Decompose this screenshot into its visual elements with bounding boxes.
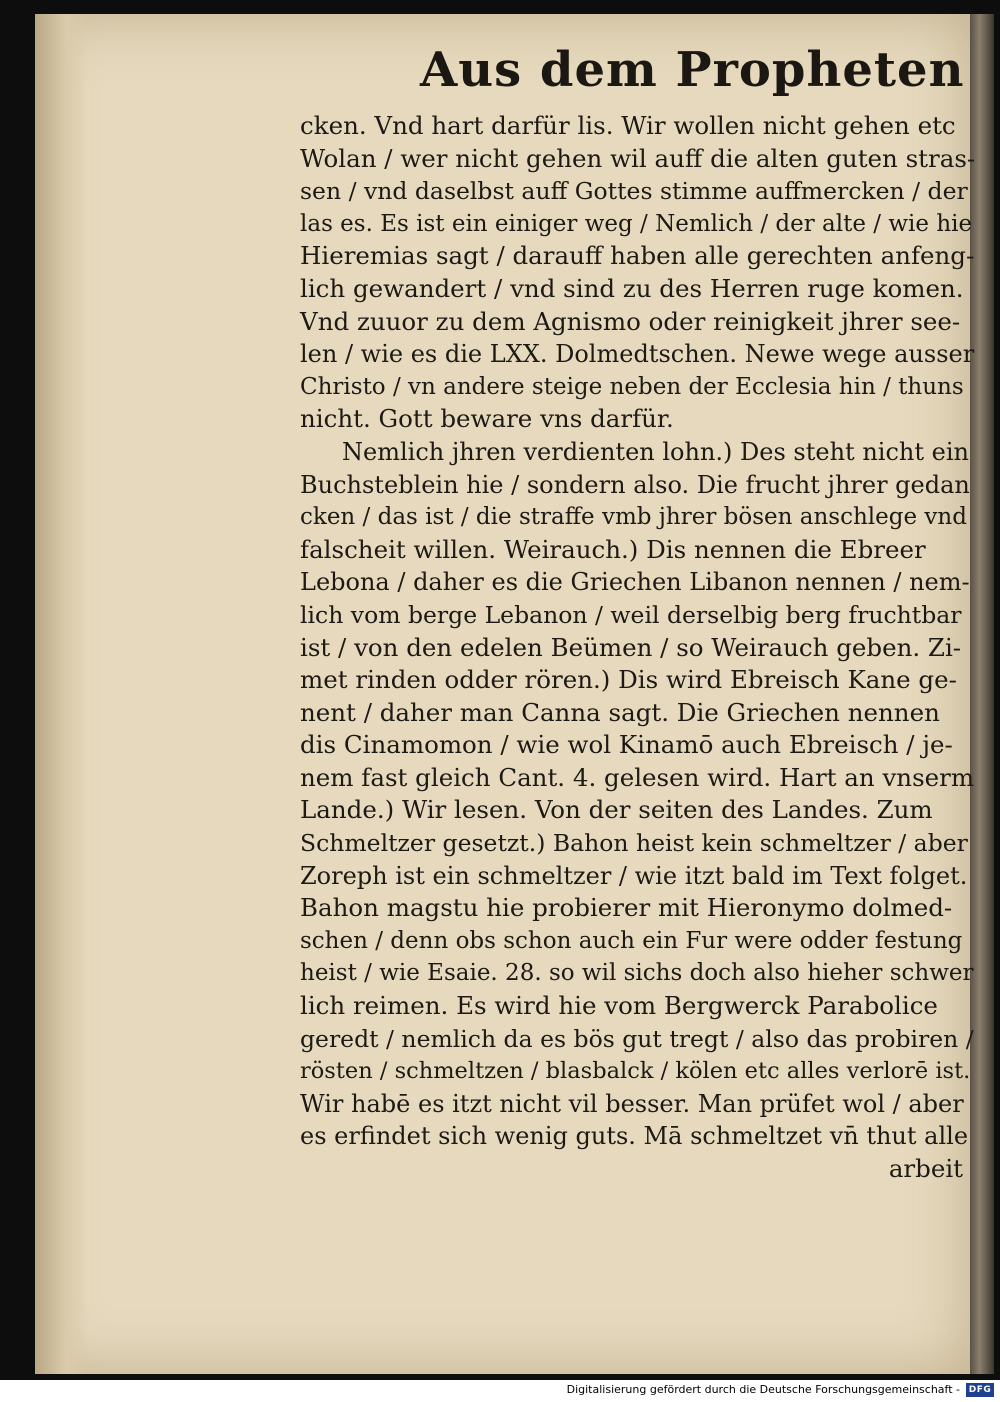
text-line: Wolan / wer nicht gehen wil auff die alten guten stras-: [300, 143, 976, 173]
text-line: Lande.) Wir lesen. Von der seiten des Landes. Zum: [300, 795, 933, 825]
text-line: Bahon magstu hie probierer mit Hieronymo dolmed-: [300, 893, 953, 923]
text-line: nicht. Gott beware vns darfür.: [300, 404, 674, 434]
text-line: lich reimen. Es wird hie vom Bergwerck Parabolice: [300, 991, 938, 1021]
text-line: lich vom berge Lebanon / weil derselbig berg fruchtbar: [300, 600, 962, 629]
text-line: nem fast gleich Cant. 4. gelesen wird. Hart an vnserm: [300, 762, 975, 792]
text-line: falscheit willen. Weirauch.) Dis nennen die Ebreer: [300, 534, 926, 564]
text-line: Buchsteblein hie / sondern also. Die frucht jhrer gedan: [300, 470, 970, 499]
text-line: Schmeltzer gesetzt.) Bahon heist kein schmeltzer / aber: [300, 829, 968, 858]
text-line: las es. Es ist ein einiger weg / Nemlich / der alte / wie hie: [300, 210, 973, 237]
text-line: heist / wie Esaie. 28. so wil sichs doch also hieher schwer: [300, 960, 974, 987]
catchword: arbeit: [888, 1154, 963, 1183]
page-binding-shadow: [35, 14, 87, 1374]
text-line: len / wie es die LXX. Dolmedtschen. Newe wege ausser: [300, 340, 975, 369]
text-line: cken. Vnd hart darfür lis. Wir wollen nicht gehen etc: [300, 111, 956, 140]
text-line: Lebona / daher es die Griechen Libanon nennen / nem-: [300, 568, 970, 597]
running-head: Aus dem Propheten: [420, 42, 965, 98]
text-line: nent / daher man Canna sagt. Die Griechen nennen: [300, 697, 940, 727]
text-line: Wir habē es itzt nicht vil besser. Man prüfet wol / aber: [300, 1089, 964, 1118]
digitization-footer: [0, 1380, 1000, 1402]
text-line: ist / von den edelen Beümen / so Weirauch geben. Zi-: [300, 632, 962, 662]
text-line: Hieremias sagt / darauff haben alle gerechten anfeng-: [300, 241, 975, 271]
text-line: es erfindet sich wenig guts. Mā schmeltzet vn̄ thut alle: [300, 1122, 969, 1151]
dfg-logo-icon: DFG: [966, 1383, 994, 1397]
text-line: lich gewandert / vnd sind zu des Herren ruge komen.: [300, 273, 964, 303]
funding-credit: Digitalisierung gefördert durch die Deutsche Forschungsgemeinschaft -: [566, 1383, 960, 1396]
text-line: Christo / vn andere steige neben der Ecclesia hin / thuns: [300, 373, 964, 400]
text-line: Zoreph ist ein schmeltzer / wie itzt bald im Text folget.: [300, 861, 968, 890]
text-line: geredt / nemlich da es bös gut tregt / also das probiren /: [300, 1024, 974, 1053]
body-text: [300, 110, 975, 1186]
text-line: dis Cinamomon / wie wol Kinamō auch Ebreisch / je-: [300, 730, 953, 760]
text-line: schen / denn obs schon auch ein Fur were odder festung: [300, 927, 963, 954]
text-line: sen / vnd daselbst auff Gottes stimme auffmercken / der: [300, 177, 968, 206]
text-line: rösten / schmeltzen / blasbalck / kölen etc alles verlorē ist.: [300, 1058, 971, 1085]
text-line: met rinden odder rören.) Dis wird Ebreisch Kane ge-: [300, 665, 957, 695]
text-line: cken / das ist / die straffe vmb jhrer bösen anschlege vnd: [300, 504, 967, 531]
text-line: Nemlich jhren verdienten lohn.) Des steht nicht ein: [342, 437, 969, 466]
text-line: Vnd zuuor zu dem Agnismo oder reinigkeit jhrer see-: [300, 306, 961, 336]
